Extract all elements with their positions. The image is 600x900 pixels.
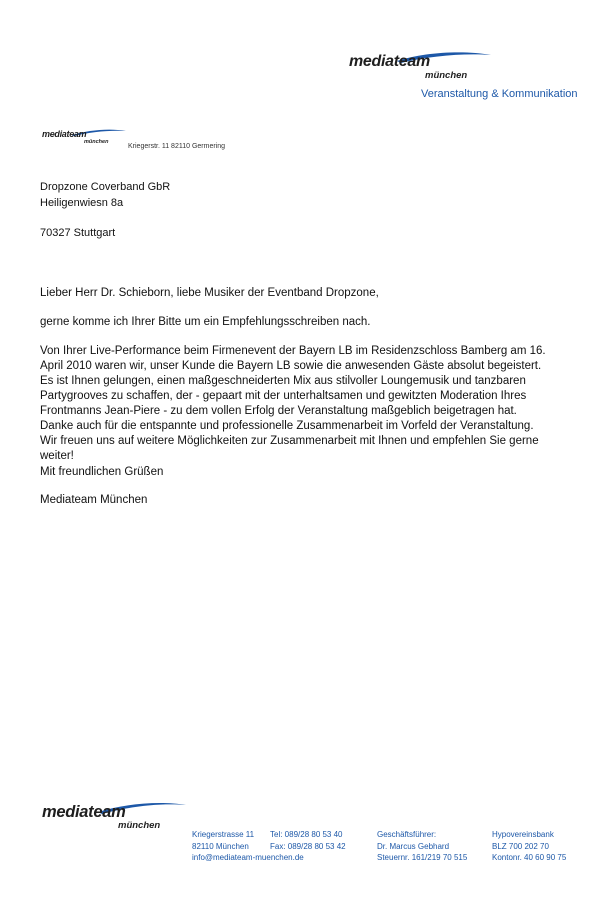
- header-tagline: Veranstaltung & Kommunikation: [421, 88, 578, 100]
- letter-line: Es ist Ihnen gelungen, einen maßgeschneiderten Mix aus stilvoller Loungemusik und tanzbaren: [40, 375, 526, 387]
- sender-logo: [42, 128, 132, 148]
- footer-tax-number: Steuernr. 161/219 70 515: [377, 853, 468, 862]
- footer-street: Kriegerstrasse 11: [192, 830, 255, 839]
- logo-subtitle: münchen: [425, 70, 468, 81]
- footer-management-label: Geschäftsführer:: [377, 830, 437, 839]
- footer-bank-name: Hypovereinsbank: [492, 830, 554, 839]
- recipient-company: Dropzone Coverband GbR: [40, 181, 171, 193]
- recipient-street: Heiligenwiesn 8a: [40, 197, 124, 209]
- letter-line: weiter!: [40, 450, 74, 462]
- letter-salutation: Lieber Herr Dr. Schieborn, liebe Musiker der Eventband Dropzone,: [40, 287, 379, 299]
- header-logo: [349, 50, 499, 84]
- letter-line: April 2010 waren wir, unser Kunde die Bayern LB sowie die anwesenden Gäste absolut begeistert.: [40, 360, 542, 372]
- footer-city: 82110 München: [192, 841, 249, 851]
- letter-line: Danke auch für die entspannte und professionelle Zusammenarbeit im Vorfeld der Veranstaltung.: [40, 420, 534, 432]
- recipient-city: 70327 Stuttgart: [40, 227, 116, 239]
- footer-fax: Fax: 089/28 80 53 42: [270, 841, 346, 851]
- letter-line: Frontmanns Jean-Piere - zu dem vollen Erfolg der Veranstaltung maßgeblich beigetragen hat.: [40, 405, 517, 417]
- footer-manager-name: Dr. Marcus Gebhard: [377, 841, 450, 851]
- letter-line: Wir freuen uns auf weitere Möglichkeiten zur Zusammenarbeit mit Ihnen und empfehlen Sie gerne: [40, 435, 539, 447]
- letter-signature: Mediateam München: [40, 494, 148, 506]
- footer-bank: [492, 829, 566, 864]
- sender-logo-subtitle: münchen: [84, 139, 109, 145]
- footer-logo: [42, 800, 192, 834]
- footer-logo-wordmark: mediateam: [42, 803, 126, 821]
- letter-line: Von Ihrer Live-Performance beim Firmenevent der Bayern LB im Residenzschloss Bamberg am 16.: [40, 345, 546, 357]
- footer-account-number: Kontonr. 40 60 90 75: [492, 853, 567, 862]
- logo-wordmark: mediateam: [349, 53, 430, 70]
- letter-line: Partygrooves zu schaffen, der - gepaart mit der unterhaltsamen und gewitzten Moderation Ihres: [40, 390, 527, 402]
- letter-intro: gerne komme ich Ihrer Bitte um ein Empfehlungsschreiben nach.: [40, 316, 371, 328]
- footer-tel: Tel: 089/28 80 53 40: [270, 830, 343, 839]
- sender-address-line: Kriegerstr. 11 82110 Germering: [128, 143, 226, 150]
- footer-email-link[interactable]: info@mediateam-muenchen.de: [192, 853, 304, 862]
- footer-management: [377, 829, 467, 864]
- footer-bank-code: BLZ 700 202 70: [492, 841, 549, 851]
- letter-closing: Mit freundlichen Grüßen: [40, 466, 164, 478]
- sender-logo-wordmark: mediateam: [42, 129, 87, 139]
- footer-phone: [270, 829, 346, 852]
- footer-logo-subtitle: münchen: [118, 820, 161, 831]
- letter-paragraph: [40, 344, 546, 464]
